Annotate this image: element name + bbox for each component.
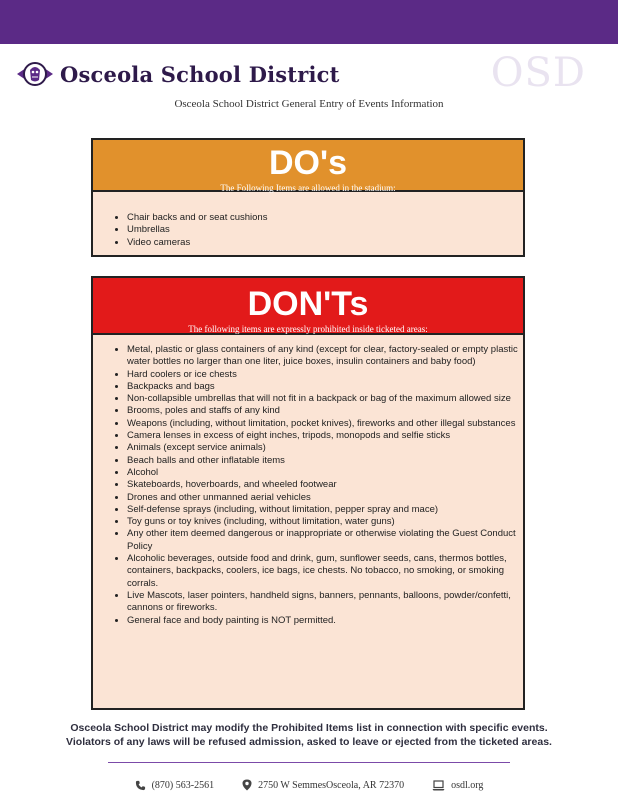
list-item: • Skateboards, hoverboards, and wheeled footwear: [127, 479, 523, 491]
street-address: 2750 W SemmesOsceola, AR 72370: [258, 779, 405, 791]
website-link[interactable]: osdl.org: [451, 779, 484, 791]
list-item: • Video cameras: [127, 237, 523, 249]
donts-caption: The following items are expressly prohibited inside ticketed areas:: [188, 324, 428, 334]
map-pin-icon: [242, 779, 252, 791]
list-item: • Backpacks and bags: [127, 381, 523, 393]
list-item: • Drones and other unmanned aerial vehicles: [127, 492, 523, 504]
phone-number: (870) 563-2561: [151, 779, 215, 791]
document-subtitle: Osceola School District General Entry of Events Information: [174, 98, 444, 110]
donts-body: [93, 335, 523, 708]
list-item: • General face and body painting is NOT permitted.: [127, 615, 523, 627]
osd-watermark: OSD: [490, 50, 586, 96]
school-name: Osceola School District: [60, 61, 340, 87]
footer-website: [432, 780, 483, 791]
list-item: • Hard coolers or ice chests: [127, 369, 523, 381]
list-item: • Toy guns or toy knives (including, without limitation, water guns): [127, 516, 523, 528]
list-item: • Metal, plastic or glass containers of any kind (except for clear, factory-sealed or empty plastic water bottles no larger than one liter, juice boxes, insulin containers and baby food): [127, 344, 523, 369]
dos-title: DO's: [269, 144, 347, 182]
list-item: • Chair backs and or seat cushions: [127, 212, 523, 224]
list-item: • Umbrellas: [127, 224, 523, 236]
list-item: • Non-collapsible umbrellas that will not fit in a backpack or bag of the maximum allowed size: [127, 393, 523, 405]
phone-icon: [135, 780, 146, 791]
notice-line-2: Violators of any laws will be refused admission, asked to leave or ejected from the ticketed areas.: [66, 736, 552, 748]
donts-title: DON'Ts: [247, 285, 369, 323]
list-item: • Weapons (including, without limitation, pocket knives), fireworks and other illegal substances: [127, 418, 523, 430]
list-item: • Beach balls and other inflatable items: [127, 455, 523, 467]
dos-caption: The Following Items are allowed in the stadium:: [220, 183, 396, 193]
policy-notice: [0, 721, 618, 749]
list-item: • Alcohol: [127, 467, 523, 479]
footer: [0, 777, 618, 793]
donts-box: [91, 276, 525, 710]
list-item: • Self-defense sprays (including, without limitation, pepper spray and mace): [127, 504, 523, 516]
school-logo-icon: [16, 59, 54, 89]
donts-header: [93, 278, 523, 335]
list-item: • Alcoholic beverages, outside food and drink, gum, sunflower seeds, cans, thermos bottles, containers, backpacks, coolers, ice bags, ice chests. No tobacco, no smoking, or smoking corrals.: [127, 553, 523, 590]
footer-address: [242, 779, 404, 791]
notice-line-1: Osceola School District may modify the Prohibited Items list in connection with specific events.: [70, 722, 548, 734]
list-item: • Any other item deemed dangerous or inappropriate or otherwise violating the Guest Conduct Policy: [127, 528, 523, 553]
laptop-icon: [432, 780, 445, 791]
list-item: • Live Mascots, laser pointers, handheld signs, banners, pennants, balloons, powder/confetti, cannons or fireworks.: [127, 590, 523, 615]
dos-list: [93, 212, 523, 249]
list-item: • Brooms, poles and staffs of any kind: [127, 405, 523, 417]
logo-row: [16, 58, 340, 90]
top-banner: [0, 0, 618, 44]
footer-phone: [135, 780, 215, 791]
list-item: • Animals (except service animals): [127, 442, 523, 454]
dos-body: [93, 192, 523, 255]
dos-box: [91, 138, 525, 257]
donts-list: [93, 344, 523, 627]
list-item: • Camera lenses in excess of eight inches, tripods, monopods and selfie sticks: [127, 430, 523, 442]
dos-header: [93, 140, 523, 192]
footer-divider: [108, 762, 510, 763]
